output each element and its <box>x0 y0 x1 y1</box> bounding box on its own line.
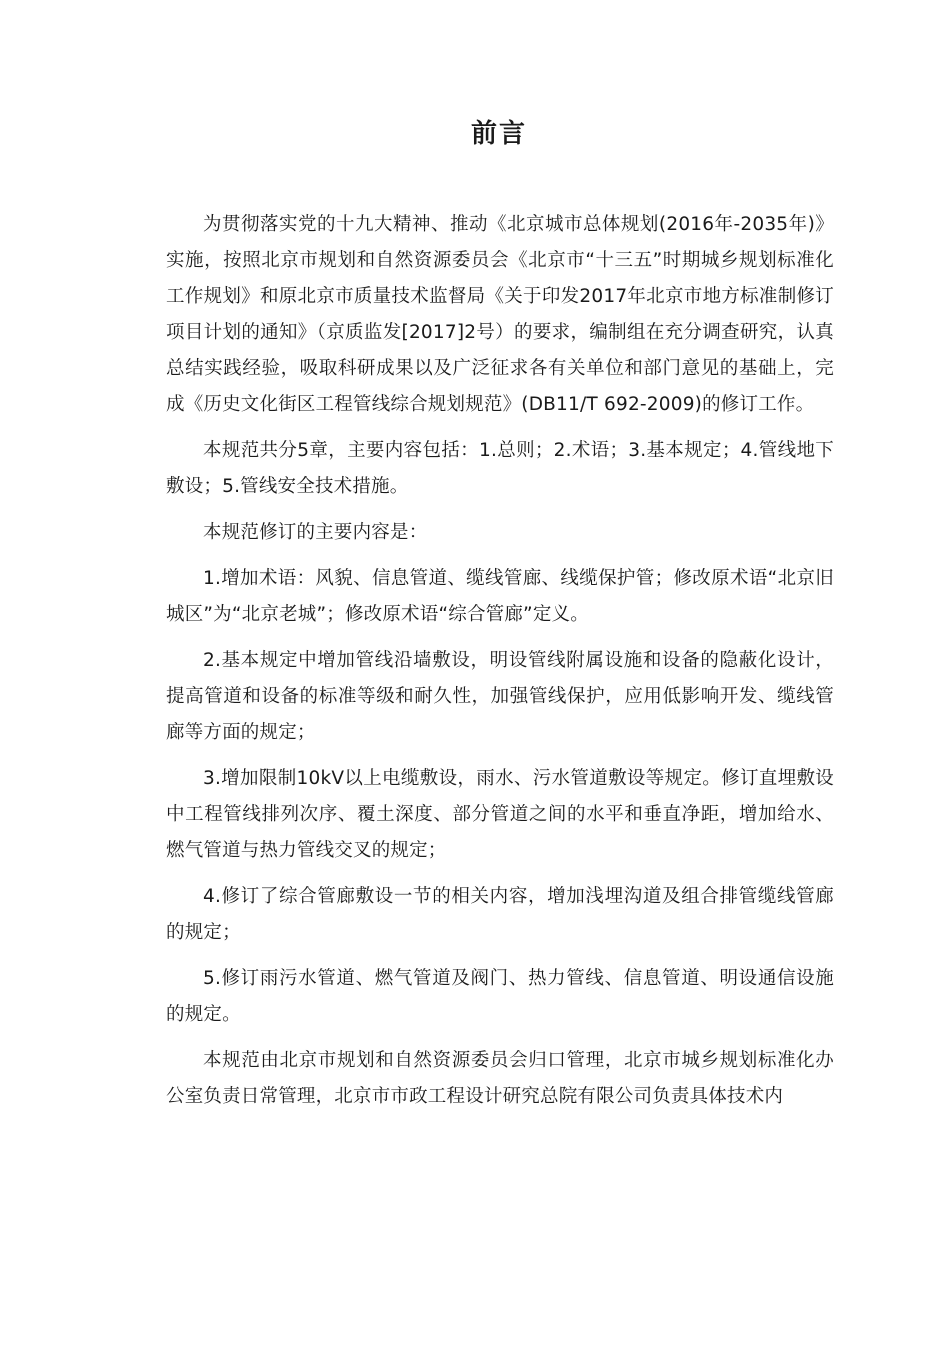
paragraph-revision-5: 5.修订雨污水管道、燃气管道及阀门、热力管线、信息管道、明设通信设施的规定。 <box>166 968 834 1025</box>
paragraph-revision-1: 1.增加术语：风貌、信息管道、缆线管廊、线缆保护管；修改原术语“北京旧城区”为“北京老城”；修改原术语“综合管廊”定义。 <box>166 568 834 625</box>
paragraph-revision-2: 2.基本规定中增加管线沿墙敷设，明设管线附属设施和设备的隐蔽化设计，提高管道和设备的标准等级和耐久性，加强管线保护，应用低影响开发、缆线管廊等方面的规定； <box>166 650 834 743</box>
paragraph-intro: 为贯彻落实党的十九大精神、推动《北京城市总体规划(2016年-2035年)》实施，按照北京市规划和自然资源委员会《北京市“十三五”时期城乡规划标准化工作规划》和原北京市质量技术监督局《关于印发2017年北京市地方标准制修订项目计划的通知》（京质监发[2017]2号）的要求，编制组在充分调查研究，认真总结实践经验，吸取科研成果以及广泛征求各有关单位和部门意见的基础上，完成《历史文化街区工程管线综合规划规范》(DB11/T 692-2009)的修订工作。 <box>166 214 834 415</box>
paragraph-management: 本规范由北京市规划和自然资源委员会归口管理，北京市城乡规划标准化办公室负责日常管理，北京市市政工程设计研究总院有限公司负责具体技术内 <box>166 1050 834 1107</box>
page-title: 前言 <box>470 119 527 149</box>
paragraph-revision-3: 3.增加限制10kV以上电缆敷设，雨水、污水管道敷设等规定。修订直埋敷设中工程管线排列次序、覆土深度、部分管道之间的水平和垂直净距，增加给水、燃气管道与热力管线交叉的规定； <box>166 768 834 861</box>
paragraph-chapters: 本规范共分5章，主要内容包括：1.总则；2.术语；3.基本规定；4.管线地下敷设；5.管线安全技术措施。 <box>166 440 834 497</box>
document-body <box>166 207 834 1125</box>
paragraph-revision-heading: 本规范修订的主要内容是： <box>203 522 428 543</box>
paragraph-revision-4: 4.修订了综合管廊敷设一节的相关内容，增加浅埋沟道及组合排管缆线管廊的规定； <box>166 886 834 943</box>
